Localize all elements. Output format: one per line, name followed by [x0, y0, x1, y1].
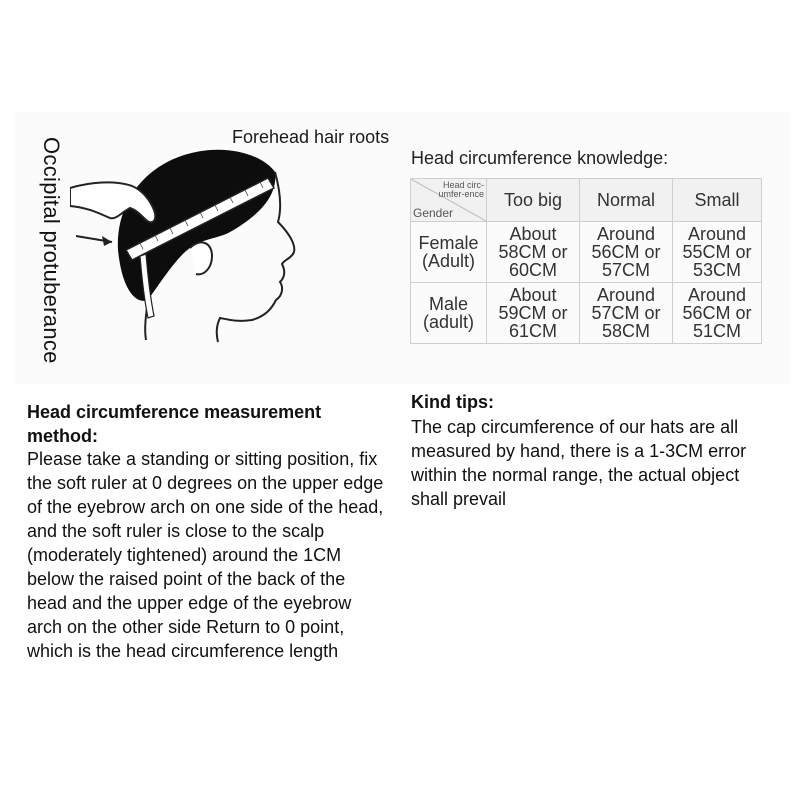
tips-body: The cap circumference of our hats are all measured by hand, there is a 1-3CM error within the normal range, the actual object shall prevail	[411, 417, 747, 509]
table-row	[411, 222, 762, 283]
ear-outline	[190, 242, 212, 274]
tips-heading: Kind tips:	[411, 392, 494, 412]
column-header: Small	[673, 179, 762, 222]
method-body: Please take a standing or sitting position, fix the soft ruler at 0 degrees on the upper edge of the eyebrow arch on one side of the head, and the soft ruler is close to the scalp (moderately tightened) around the 1CM below the raised point of the back of the head and the upper edge of the eyebrow arch on the other side Return to 0 point, which is the head circumference length	[27, 449, 384, 661]
size-cell: About 58CM or 60CM	[487, 222, 580, 283]
header-corner-top: Head circ-umfer-ence	[438, 180, 484, 199]
gender-cell: Male (adult)	[411, 283, 487, 344]
size-cell: Around 56CM or 51CM	[673, 283, 762, 344]
size-cell: Around 56CM or 57CM	[580, 222, 673, 283]
gender-cell: Female (Adult)	[411, 222, 487, 283]
head-measurement-illustration	[70, 140, 310, 345]
occipital-protuberance-label: Occipital protuberance	[39, 137, 64, 364]
forehead-hair-roots-label: Forehead hair roots	[232, 127, 390, 147]
column-header: Normal	[580, 179, 673, 222]
table-header-row	[411, 179, 762, 222]
table-row	[411, 283, 762, 344]
method-heading: Head circumference measurement method:	[27, 402, 322, 446]
size-cell: Around 57CM or 58CM	[580, 283, 673, 344]
size-cell: About 59CM or 61CM	[487, 283, 580, 344]
knowledge-title: Head circumference knowledge:	[411, 148, 669, 168]
head-size-table	[410, 178, 762, 344]
size-cell: Around 55CM or 53CM	[673, 222, 762, 283]
column-header: Too big	[487, 179, 580, 222]
header-corner-bottom: Gender	[413, 206, 454, 220]
header-corner-cell	[411, 179, 487, 222]
